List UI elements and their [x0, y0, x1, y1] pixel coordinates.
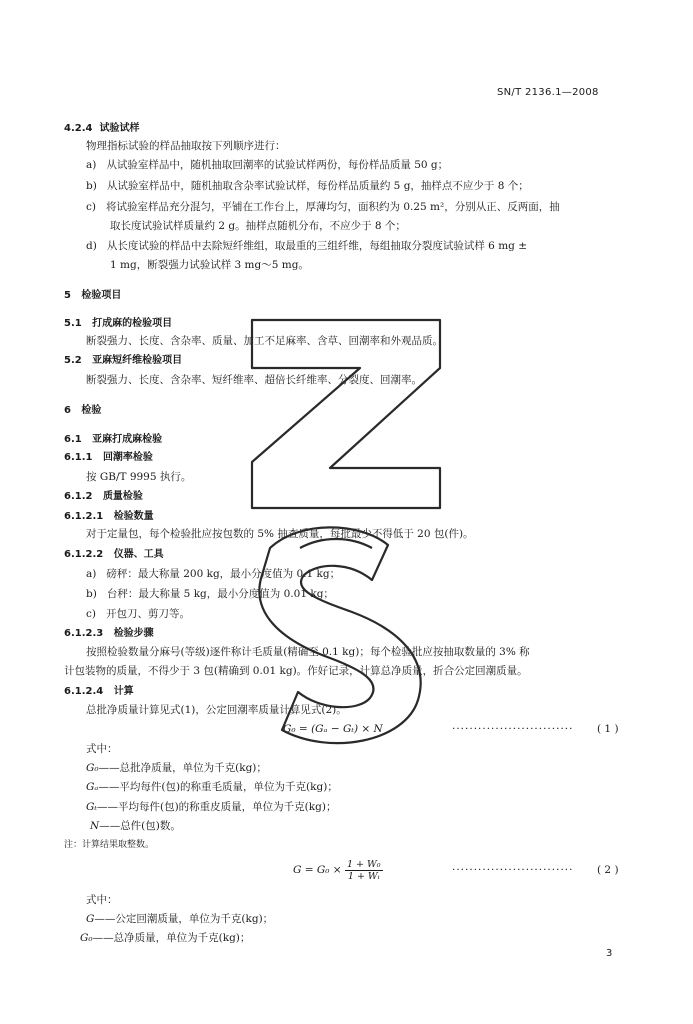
definition-text: ——总件(包)数。 — [99, 820, 181, 832]
fraction-denominator: 1 + Wᵢ — [347, 870, 380, 882]
definition-text: ——平均每件(包)的称重毛质量，单位为千克(kg)； — [98, 781, 338, 793]
section-title: 亚麻打成麻检验 — [92, 434, 163, 445]
section-heading-6 — [64, 404, 101, 418]
definition-text: ——公定回潮质量，单位为千克(kg)； — [94, 913, 274, 925]
symbol: G — [86, 913, 95, 925]
section-heading-5-1 — [64, 317, 172, 331]
equation-number: ( 1 ) — [597, 723, 619, 735]
section-number: 6.1.2.1 — [64, 511, 104, 522]
section-title: 检验项目 — [81, 290, 122, 301]
definition-text: ——总净质量，单位为千克(kg)； — [92, 932, 251, 944]
section-heading-6-1-2-3 — [64, 627, 154, 641]
list-item — [86, 587, 334, 601]
section-heading-4-2-4 — [64, 122, 139, 136]
section-heading-6-1 — [64, 433, 162, 447]
section-number: 6 — [64, 405, 71, 416]
list-continuation: 1 mg，断裂强力试验试样 3 mg～5 mg。 — [110, 259, 309, 271]
section-heading-5-2 — [64, 354, 182, 368]
symbol-definition — [86, 912, 273, 926]
list-text: 磅秤：最大称量 200 kg，最小分度值为 0.1 kg； — [106, 568, 341, 580]
paragraph-continuation: 计包装物的质量，不得少于 3 包(精确到 0.01 kg)。作好记录，计算总净质量，折合公定回潮质量。 — [64, 665, 528, 677]
list-item — [86, 607, 190, 621]
list-text: 从试验室样品中，随机抽取含杂率试验试样，每份样品质量约 5 g，抽样点不应少于 8 个； — [106, 180, 529, 192]
where-label: 式中： — [86, 743, 118, 755]
section-heading-6-1-2-4 — [64, 685, 134, 699]
equation-lhs: G = G₀ × — [293, 864, 342, 876]
section-number: 6.1.1 — [64, 452, 93, 463]
equation-1: G₀ = (Gₐ − Gₜ) × N — [283, 723, 383, 735]
section-number: 6.1.2.4 — [64, 686, 104, 697]
list-item — [86, 239, 527, 253]
equation-2 — [293, 856, 383, 884]
section-title: 打成麻的检验项目 — [92, 318, 173, 329]
paragraph: 断裂强力、长度、含杂率、质量、加工不足麻率、含草、回潮率和外观品质。 — [86, 335, 443, 347]
note: 注：计算结果取整数。 — [64, 840, 155, 850]
standard-number: SN/T 2136.1—2008 — [497, 87, 599, 98]
list-continuation: 取长度试验试样质量约 2 g。抽样点随机分布，不应少于 8 个； — [110, 220, 406, 232]
symbol-definition — [80, 931, 250, 945]
section-heading-6-1-2-1 — [64, 510, 154, 524]
list-marker: a) — [86, 568, 97, 580]
list-marker: a) — [86, 159, 97, 171]
symbol-definition — [86, 780, 338, 794]
list-marker: b) — [86, 180, 97, 192]
section-number: 6.1 — [64, 434, 82, 445]
fraction — [345, 859, 383, 882]
equation-number: ( 2 ) — [597, 864, 619, 876]
list-item — [86, 158, 448, 172]
section-title: 检验 — [81, 405, 102, 416]
list-item — [86, 179, 529, 193]
section-title: 质量检验 — [102, 491, 143, 502]
section-number: 5 — [64, 290, 71, 301]
section-title: 仪器、工具 — [113, 549, 164, 560]
where-label: 式中： — [86, 894, 118, 906]
paragraph: 总批净质量计算见式(1)，公定回潮率质量计算见式(2)。 — [86, 704, 347, 716]
section-title: 计算 — [113, 686, 134, 697]
section-heading-6-1-2 — [64, 490, 143, 504]
section-number: 5.2 — [64, 355, 82, 366]
page-number: 3 — [606, 948, 613, 959]
symbol: N — [90, 820, 100, 832]
list-text: 台秤：最大称量 5 kg，最小分度值为 0.01 kg； — [106, 588, 334, 600]
equation-leader-dots: ···························· — [452, 864, 574, 876]
list-item — [86, 567, 340, 581]
section-title: 检验数量 — [113, 511, 154, 522]
section-heading-6-1-1 — [64, 451, 153, 465]
paragraph: 对于定量包，每个检验批应按包数的 5% 抽查质量，每批最少不得低于 20 包(件)。 — [86, 528, 474, 540]
section-heading-5 — [64, 289, 121, 303]
symbol: G₀ — [86, 762, 99, 774]
section-heading-6-1-2-2 — [64, 548, 164, 562]
list-text: 将试验室样品充分混匀，平铺在工作台上，厚薄均匀，面积约为 0.25 m²，分别从正、反两面，抽 — [106, 201, 560, 213]
section-number: 6.1.2 — [64, 491, 93, 502]
section-number: 6.1.2.3 — [64, 628, 104, 639]
definition-text: ——总批净质量，单位为千克(kg)； — [98, 762, 267, 774]
list-text: 从长度试验的样品中去除短纤维组，取最重的三组纤维，每组抽取分裂度试验试样 6 mg ± — [106, 240, 528, 252]
list-text: 开包刀、剪刀等。 — [106, 608, 190, 620]
list-marker: c) — [86, 608, 96, 620]
section-number: 4.2.4 — [64, 123, 93, 134]
paragraph: 断裂强力、长度、含杂率、短纤维率、超倍长纤维率、分裂度、回潮率。 — [86, 374, 422, 386]
symbol: G₀ — [80, 932, 93, 944]
equation-leader-dots: ···························· — [452, 723, 574, 735]
symbol-definition — [86, 800, 336, 814]
section-title: 试验试样 — [99, 123, 140, 134]
section-number: 5.1 — [64, 318, 82, 329]
section-title: 亚麻短纤维检验项目 — [92, 355, 183, 366]
definition-text: ——平均每件(包)的称重皮质量，单位为千克(kg)； — [96, 801, 337, 813]
list-item — [86, 200, 560, 214]
symbol-definition — [86, 761, 267, 775]
list-marker: c) — [86, 201, 96, 213]
watermark-z-shape — [252, 320, 440, 508]
symbol: Gₜ — [86, 801, 97, 813]
section-title: 回潮率检验 — [102, 452, 153, 463]
list-text: 从试验室样品中，随机抽取回潮率的试验试样两份，每份样品质量 50 g； — [106, 159, 449, 171]
symbol: Gₐ — [86, 781, 99, 793]
list-marker: b) — [86, 588, 97, 600]
paragraph: 按 GB/T 9995 执行。 — [86, 471, 192, 483]
fraction-numerator: 1 + W₀ — [346, 858, 381, 870]
section-number: 6.1.2.2 — [64, 549, 104, 560]
symbol-definition — [90, 819, 181, 833]
list-marker: d) — [86, 240, 97, 252]
paragraph: 物理指标试验的样品抽取按下列顺序进行： — [86, 140, 286, 152]
paragraph: 按照检验数量分麻号(等级)逐件称计毛质量(精确至 0.1 kg)；每个检验批应按抽取数量的 3% 称 — [86, 646, 530, 658]
section-title: 检验步骤 — [113, 628, 154, 639]
